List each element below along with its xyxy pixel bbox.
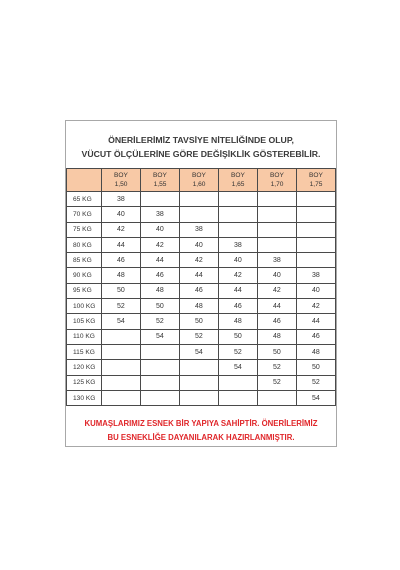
size-cell <box>180 192 219 207</box>
table-row <box>67 237 336 252</box>
table-row <box>67 344 336 359</box>
weight-label: 100 KG <box>67 299 102 314</box>
size-cell: 40 <box>180 237 219 252</box>
table-row <box>67 192 336 207</box>
size-cell: 54 <box>219 360 258 375</box>
height-header-value: 1,65 <box>231 181 245 188</box>
size-cell <box>297 207 336 222</box>
size-cell: 54 <box>297 390 336 405</box>
size-cell: 52 <box>258 360 297 375</box>
height-header-label: BOY <box>153 172 167 179</box>
size-cell <box>297 222 336 237</box>
size-cell <box>219 390 258 405</box>
size-cell: 48 <box>219 314 258 329</box>
size-cell: 50 <box>297 360 336 375</box>
fabric-notice <box>65 417 337 445</box>
size-cell <box>258 222 297 237</box>
weight-label: 75 KG <box>67 222 102 237</box>
size-cell <box>102 390 141 405</box>
size-cell <box>297 237 336 252</box>
footer-line-1: KUMAŞLARIMIZ ESNEK BİR YAPIYA SAHİPTİR. ÖNERİLERİMİZ <box>84 419 318 428</box>
size-cell <box>141 344 180 359</box>
size-cell <box>219 222 258 237</box>
notice-line-2: VÜCUT ÖLÇÜLERİNE GÖRE DEĞİŞİKLİK GÖSTEREBİLİR. <box>81 149 321 159</box>
notice-line-1: ÖNERİLERİMİZ TAVSİYE NİTELİĞİNDE OLUP, <box>108 135 294 145</box>
size-cell: 44 <box>141 253 180 268</box>
size-cell: 40 <box>258 268 297 283</box>
size-cell: 38 <box>297 268 336 283</box>
size-cell: 48 <box>297 344 336 359</box>
size-cell: 48 <box>180 299 219 314</box>
size-cell <box>297 192 336 207</box>
size-table-body <box>67 192 336 406</box>
height-header <box>258 169 297 192</box>
size-cell: 44 <box>180 268 219 283</box>
weight-label: 130 KG <box>67 390 102 405</box>
height-header <box>141 169 180 192</box>
weight-label: 90 KG <box>67 268 102 283</box>
size-cell: 54 <box>141 329 180 344</box>
size-cell: 48 <box>141 283 180 298</box>
header-corner <box>67 169 102 192</box>
size-cell <box>102 360 141 375</box>
size-cell <box>141 390 180 405</box>
weight-label: 105 KG <box>67 314 102 329</box>
weight-label: 115 KG <box>67 344 102 359</box>
size-cell: 52 <box>258 375 297 390</box>
recommendation-notice <box>65 133 337 161</box>
size-cell: 52 <box>141 314 180 329</box>
height-header <box>180 169 219 192</box>
height-header-value: 1,75 <box>309 181 323 188</box>
size-cell: 40 <box>219 253 258 268</box>
size-cell: 46 <box>141 268 180 283</box>
size-cell <box>180 390 219 405</box>
size-cell: 42 <box>297 299 336 314</box>
size-table <box>66 168 336 406</box>
height-header-value: 1,60 <box>192 181 206 188</box>
size-cell: 48 <box>102 268 141 283</box>
size-cell: 44 <box>219 283 258 298</box>
size-cell: 50 <box>141 299 180 314</box>
height-header-label: BOY <box>114 172 128 179</box>
size-cell <box>219 192 258 207</box>
size-cell <box>141 360 180 375</box>
table-row <box>67 268 336 283</box>
height-header-label: BOY <box>309 172 323 179</box>
size-cell: 52 <box>180 329 219 344</box>
weight-label: 95 KG <box>67 283 102 298</box>
weight-label: 70 KG <box>67 207 102 222</box>
size-cell: 38 <box>219 237 258 252</box>
size-cell <box>297 253 336 268</box>
size-cell: 42 <box>219 268 258 283</box>
table-row <box>67 314 336 329</box>
weight-label: 80 KG <box>67 237 102 252</box>
table-row <box>67 360 336 375</box>
height-header <box>297 169 336 192</box>
weight-label: 110 KG <box>67 329 102 344</box>
size-cell: 38 <box>102 192 141 207</box>
size-cell: 42 <box>102 222 141 237</box>
size-cell <box>258 390 297 405</box>
size-cell: 40 <box>102 207 141 222</box>
size-cell: 46 <box>102 253 141 268</box>
size-cell <box>141 375 180 390</box>
table-row <box>67 329 336 344</box>
size-cell: 50 <box>219 329 258 344</box>
size-cell: 52 <box>102 299 141 314</box>
size-cell <box>180 375 219 390</box>
size-cell: 40 <box>141 222 180 237</box>
height-header-value: 1,70 <box>270 181 284 188</box>
size-cell: 42 <box>258 283 297 298</box>
height-header-label: BOY <box>270 172 284 179</box>
height-header <box>219 169 258 192</box>
size-cell: 38 <box>258 253 297 268</box>
weight-label: 125 KG <box>67 375 102 390</box>
size-cell <box>258 237 297 252</box>
size-cell: 50 <box>102 283 141 298</box>
weight-label: 120 KG <box>67 360 102 375</box>
table-row <box>67 375 336 390</box>
size-cell <box>258 192 297 207</box>
size-cell <box>180 360 219 375</box>
size-cell <box>219 375 258 390</box>
weight-label: 85 KG <box>67 253 102 268</box>
size-cell: 52 <box>219 344 258 359</box>
size-cell: 38 <box>180 222 219 237</box>
size-cell: 46 <box>219 299 258 314</box>
table-row <box>67 283 336 298</box>
footer-line-2: BU ESNEKLİĞE DAYANILARAK HAZIRLANMIŞTIR. <box>107 433 295 442</box>
height-header-value: 1,50 <box>114 181 128 188</box>
size-cell: 46 <box>297 329 336 344</box>
size-cell <box>141 192 180 207</box>
size-cell: 54 <box>180 344 219 359</box>
table-row <box>67 253 336 268</box>
size-cell <box>102 375 141 390</box>
height-header-value: 1,55 <box>153 181 167 188</box>
table-row <box>67 390 336 405</box>
size-cell: 44 <box>297 314 336 329</box>
size-cell <box>219 207 258 222</box>
size-cell <box>102 344 141 359</box>
size-cell: 42 <box>141 237 180 252</box>
weight-label: 65 KG <box>67 192 102 207</box>
height-header-label: BOY <box>231 172 245 179</box>
size-cell: 44 <box>102 237 141 252</box>
size-cell: 50 <box>180 314 219 329</box>
size-cell <box>258 207 297 222</box>
size-cell: 38 <box>141 207 180 222</box>
table-row <box>67 222 336 237</box>
size-cell: 44 <box>258 299 297 314</box>
height-header-label: BOY <box>192 172 206 179</box>
table-row <box>67 207 336 222</box>
size-cell: 50 <box>258 344 297 359</box>
size-cell: 40 <box>297 283 336 298</box>
size-cell: 48 <box>258 329 297 344</box>
size-cell: 52 <box>297 375 336 390</box>
header-row <box>67 169 336 192</box>
size-cell <box>180 207 219 222</box>
size-cell: 42 <box>180 253 219 268</box>
size-cell: 54 <box>102 314 141 329</box>
size-cell: 46 <box>180 283 219 298</box>
size-cell: 46 <box>258 314 297 329</box>
table-row <box>67 299 336 314</box>
size-cell <box>102 329 141 344</box>
height-header <box>102 169 141 192</box>
